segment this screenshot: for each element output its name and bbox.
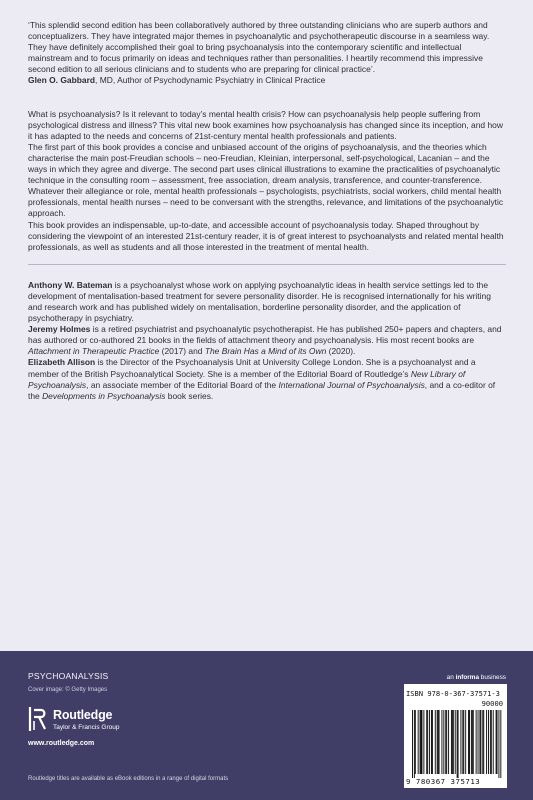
barcode-bar [414,710,415,778]
barcode-bar [486,710,487,774]
publisher-website: www.routledge.com [28,740,95,747]
bio-holmes-text: is a retired psychiatrist and psychoanalytic psychotherapist. He has published 250+ papers and chapters, and has authored or co-authored 21 books in the fields of attachment theory and psychoanalysis. His most recent books are [28,324,502,346]
barcode-bar [471,710,472,774]
barcode-bar [437,710,438,774]
bio-allison-journal: International Journal of Psychoanalysis [278,379,425,390]
barcode-bar [432,710,433,774]
barcode-bar [448,710,449,774]
barcode-bar [445,710,446,774]
bio-bateman-text: is a psychoanalyst whose work on applying psychoanalytic ideas in health service settings led to the development of mentalisation-based treatment for severe personality disorder. He is recognised internationally for his writing and research work and has published widely on mentalisation, borderline personality disorder, and the application of psychotherapy in psychiatry. [28,279,491,324]
bio-allison-text: is the Director of the Psychoanalysis Unit at University College London. She is a psychoanalyst and a member of the British Psychoanalytical Society. She is a member of the Editorial Board of Routledge’s [28,357,476,379]
barcode-bar [431,710,432,774]
subject-category: PSYCHOANALYSIS [28,671,109,681]
informa-suffix: business [479,674,506,681]
barcode-bar [497,710,498,774]
informa-prefix: an [446,674,456,681]
barcode-bar [476,710,477,774]
barcode-bar [458,710,459,778]
barcode-digits: 9 780367 375713 [406,777,481,786]
quote-author [28,75,506,86]
description-paragraph-2: The first part of this book provides a concise and unbiased account of the origins of psychoanalysis, and the theories which characterise the main post-Freudian schools – neo-Freudian, Kleinian, interpersonal, self-psychological, Lacanian – and the ways in which they agree and diverge. The second part uses clinical illustrations to examine the practicalities of psychoanalytic technique in the consulting room – assessment, free association, dream analysis, transference, and counter-transference. Whatever their allegiance or role, mental health professionals – psychologists, psychiatrists, social workers, child mental health professionals, mental health nurses – need to be conversant with the strengths, relevance, and limitations of the psychoanalytic approach. [28,141,504,219]
barcode-bar [469,710,470,774]
barcode-bar [473,710,474,774]
routledge-mark-icon [28,706,48,732]
bio-bateman-name: Anthony W. Bateman [28,279,113,290]
bio-allison [28,357,506,401]
barcode-bar [412,710,413,778]
barcode-bar [420,710,421,774]
barcode-bar [491,710,492,774]
barcode-bar [438,710,439,774]
publisher-logo [28,706,158,738]
bio-allison-text: , and a co-editor of the [28,379,496,401]
barcode-bar [427,710,428,774]
barcode-bar [496,710,497,774]
barcode-bar [462,710,463,774]
quote-author-name: Glen O. Gabbard [28,75,96,86]
barcode-bar [483,710,484,774]
cover-image-credit: Cover image: © Getty Images [28,687,108,693]
bio-bateman [28,280,506,324]
bio-holmes-book-2: The Brain Has a Mind of its Own [204,346,327,357]
barcode-bar [500,710,501,778]
description-paragraph-1: What is psychoanalysis? Is it relevant to today’s mental health crisis? How can psychoanalysis help people suffering from psychological distress and illness? This vital new book examines how psychoanalysis has changed since its inception, and how it has adapted to the needs and concerns of 21st-century mental health professionals and patients. [28,108,503,141]
bio-allison-name: Elizabeth Allison [28,357,96,368]
barcode-bar [463,710,464,774]
informa-brand: informa [455,674,479,681]
barcode-bar [480,710,481,774]
barcode-bar [423,710,424,774]
barcode-bar [443,710,444,774]
endorsement-quote [28,20,506,87]
barcode-bar [455,710,456,774]
barcode-bar [472,710,473,774]
price-code: 90000 [481,699,503,708]
barcode-bar [452,710,453,774]
section-divider [28,264,506,265]
barcode-bar [498,710,499,778]
barcode-bar [465,710,466,774]
publisher-group: Taylor & Francis Group [53,724,120,731]
barcode-bar [457,710,458,778]
barcode-bar [415,710,416,774]
bio-holmes [28,324,506,357]
barcode-bar [490,710,491,774]
barcode-bar [439,710,440,774]
barcode-bar [479,710,480,774]
bio-holmes-book-1: Attachment in Therapeutic Practice [28,346,160,357]
quote-text: ‘This splendid second edition has been collaboratively authored by three outstanding clinicians who are superb authors and conceptualizers. They have integrated major themes in psychoanalytic and psychotherapeutic discourse in a seamless way. They have definitely accomplished their goal to bring psychoanalysis into the contemporary scientific and intellectual mainstream and to focus primarily on ideas and techniques rather than personalities. I heartily recommend this impressive second edition to all serious clinicians and to students who are preparing for clinical practice’. [28,20,490,75]
bio-allison-text: , an associate member of the Editorial Board of the [86,379,279,390]
barcode-bars [404,684,507,788]
barcode-bar [460,710,461,774]
barcode-bar [418,710,419,774]
barcode-bar [426,710,427,774]
ebook-availability-note: Routledge titles are available as eBook editions in a range of digital formats [28,776,229,782]
back-cover-text [28,20,506,402]
bio-holmes-text: (2017) and [159,346,205,357]
barcode-bar [441,710,442,774]
bio-allison-series-1: New Library of Psychoanalysis [28,368,466,390]
barcode-bar [453,710,454,774]
barcode-bar [421,710,422,774]
description-paragraph-3: This book provides an indispensable, up-to-date, and accessible account of psychoanalysis today. Shaped throughout by considering the viewpoint of an interested 21st-century reader, it is of great interest to psychoanalysts and related mental health professionals, as well as students and all those interested in the treatment of mental health. [28,219,504,252]
bio-allison-text: book series. [165,390,214,401]
footer-band [0,651,533,800]
barcode-bar [478,710,479,774]
barcode-bar [493,710,494,774]
bio-allison-series-2: Developments in Psychoanalysis [42,390,166,401]
barcode-bar [429,710,430,774]
barcode-bar [482,710,483,774]
barcode-bar [451,710,452,774]
barcode-bar [468,710,469,774]
quote-author-role: , MD, Author of Psychodynamic Psychiatry in Clinical Practice [95,75,326,86]
isbn-number: ISBN 978-0-367-37571-3 [406,689,500,698]
barcode-bar [446,710,447,774]
isbn-barcode [404,684,507,788]
barcode-bar [435,710,436,774]
bio-holmes-name: Jeremy Holmes [28,324,91,335]
barcode-bar [488,710,489,774]
barcode-bar [422,710,423,774]
informa-business-tag [410,674,506,681]
publisher-name: Routledge [53,708,113,722]
bio-holmes-text: (2020). [326,346,356,357]
